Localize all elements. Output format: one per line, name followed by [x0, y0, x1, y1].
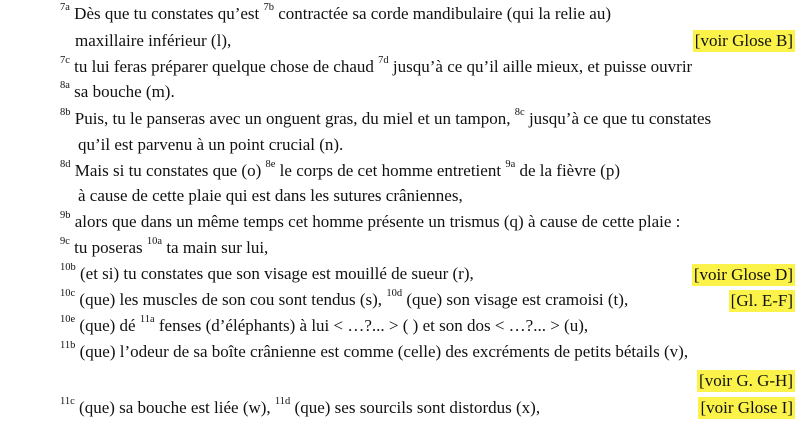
line-number: 7d — [378, 55, 389, 67]
line-number: 11c — [60, 396, 75, 408]
gloss-d-reference: [voir Glose D] — [693, 265, 793, 284]
text-line-9: $^{9b}$ alors que dans un même temps cet homme présente un trismus (q) à cause de cette plaie : — [60, 210, 681, 231]
line-number: 10a — [146, 236, 163, 248]
line-number: 8e — [265, 159, 276, 171]
gloss-b-reference: [voir Glose B] — [694, 31, 793, 50]
text-line-12: $^{10c}$ (que) les muscles de son cou sont tendus (s), $^{10d}$ (que) son visage est cramoisi (t), — [60, 288, 629, 309]
line-number: 11a — [139, 314, 155, 326]
text-line-10: $^{9c}$ tu poseras $^{10a}$ ta main sur lui, — [60, 236, 269, 257]
text-line-1: $^{7a}$ Dès que tu constates qu’est $^{7b}$ contractée sa corde mandibulaire (qui la relie au) — [60, 2, 611, 23]
line-number: 8d — [60, 159, 71, 171]
text-line-3: $^{7c}$ tu lui feras préparer quelque chose de chaud $^{7d}$ jusqu’à ce qu’il aille mieux, et puisse ouvrir — [60, 55, 693, 76]
line-number: 11b — [60, 340, 76, 352]
text-line-11: $^{10b}$ (et si) tu constates que son visage est mouillé de sueur (r), — [60, 262, 474, 283]
line-number: 8c — [514, 107, 525, 119]
line-number: 8a — [60, 80, 70, 92]
line-number: 10b — [60, 262, 76, 274]
line-number: 10d — [386, 288, 403, 300]
line-number: 8b — [60, 107, 71, 119]
gloss-i-reference: [voir Glose I] — [700, 398, 793, 417]
line-number: 7c — [60, 55, 70, 67]
line-number: 9b — [60, 210, 71, 222]
line-number: 9c — [60, 236, 70, 248]
line-number: 10e — [60, 314, 76, 326]
text-line-14: $^{11b}$ (que) l’odeur de sa boîte crânienne est comme (celle) des excréments de petits bétails (v), — [60, 340, 689, 361]
line-number: 10c — [60, 288, 76, 300]
text-line-15: $^{11c}$ (que) sa bouche est liée (w), $^{11d}$ (que) ses sourcils sont distordus (x), — [60, 396, 541, 417]
line-number: 7a — [60, 2, 70, 14]
text-line-2: maxillaire inférieur (l), — [75, 31, 232, 50]
text-line-6: qu’il est parvenu à un point crucial (n). — [78, 135, 344, 154]
line-number: 7b — [263, 2, 274, 14]
text-line-4: $^{8a}$ sa bouche (m). — [60, 80, 175, 101]
line-number: 9a — [505, 159, 516, 171]
line-number: 11d — [274, 396, 291, 408]
text-line-5: $^{8b}$ Puis, tu le panseras avec un onguent gras, du miel et un tampon, $^{8c}$ jusqu’à ce que tu constates — [60, 107, 712, 128]
gloss-gh-reference: [voir G. G-H] — [699, 371, 793, 390]
text-line-13: $^{10e}$ (que) dé $^{11a}$ fenses (d’éléphants) à lui < …?... > ( ) et son dos < …?... > (u), — [60, 314, 589, 335]
text-line-8: à cause de cette plaie qui est dans les sutures crâniennes, — [78, 186, 463, 205]
gloss-ef-reference: [Gl. E-F] — [730, 291, 793, 310]
text-line-7: $^{8d}$ Mais si tu constates que (o) $^{8e}$ le corps de cet homme entretient $^{9a}$ de la fièvre (p) — [60, 159, 621, 180]
